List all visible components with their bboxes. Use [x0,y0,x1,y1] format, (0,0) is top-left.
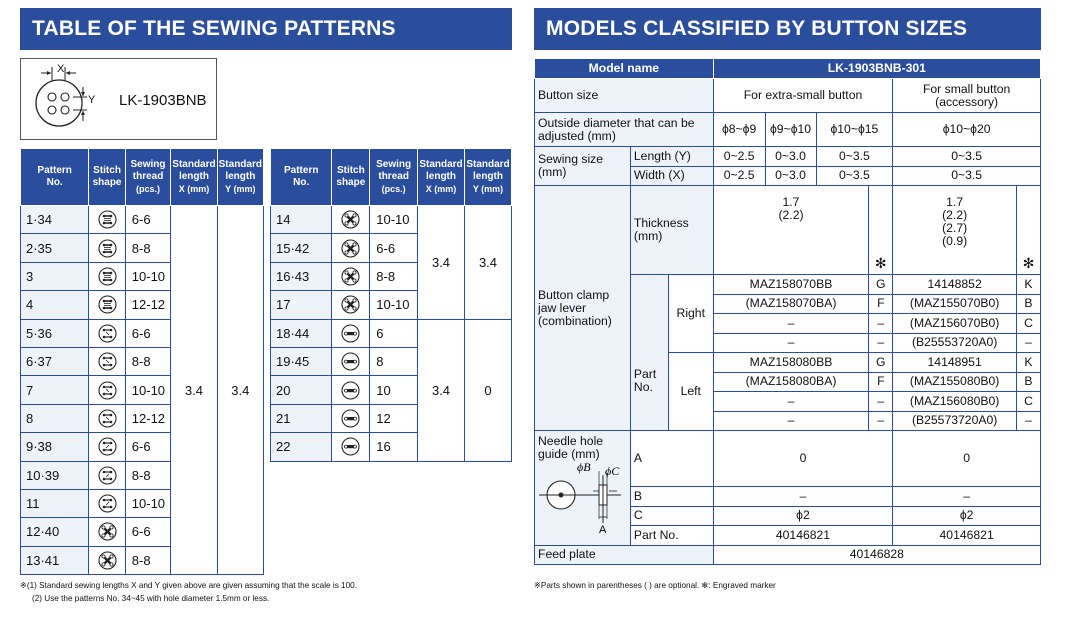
standard-length-x: 3.4 [171,206,217,575]
sewing-thread-count: 8-8 [125,347,171,375]
header-standard-length-y: Standard length Y (mm) [217,149,263,206]
4-hole-z-icon [98,409,117,428]
outside-diameter-label: Outside diameter that can be adjusted (mm) [535,113,714,147]
needle-row-label: Part No. [630,526,713,546]
length-value: 0~3.5 [893,147,1041,167]
button-dimension-diagram-icon [29,63,119,137]
part-value: (MAZ155080B0) [893,372,1017,392]
part-value: – [713,314,869,334]
part-value: (MAZ156070B0) [893,314,1017,334]
standard-length-x: 3.4 [418,206,465,320]
needle-value: – [893,487,1041,507]
marker-value: – [869,392,893,412]
header-pattern-no: Pattern No. [271,149,332,206]
stitch-shape-cell [89,376,125,404]
marker-value: F [869,294,893,314]
sewing-pattern-table-1 [20,148,264,575]
pattern-number: 17 [271,291,332,319]
sewing-thread-count: 6-6 [125,433,171,461]
pattern-number: 11 [21,489,89,517]
stitch-shape-cell [332,347,370,375]
stitch-shape-cell [89,291,125,319]
4-hole-z-icon [98,381,117,400]
thickness-extra-small: 1.7 (2.2) [713,186,869,275]
marker-value: K [1016,353,1040,373]
pattern-number: 19·45 [271,347,332,375]
pattern-number: 9·38 [21,433,89,461]
sewing-thread-count: 10-10 [370,291,418,319]
stitch-shape-cell [89,347,125,375]
part-value: 14148951 [893,353,1017,373]
4-hole-parallel-icon [98,210,117,229]
header-standard-length-x: Standard length X (mm) [418,149,465,206]
stitch-shape-cell [332,319,370,347]
part-value: – [713,411,869,431]
marker-value: B [1016,294,1040,314]
pattern-number: 12·40 [21,518,89,546]
sewing-thread-count: 8 [370,347,418,375]
marker-value: – [869,411,893,431]
thickness-label: Thickness (mm) [630,186,713,275]
width-value: 0~3.5 [893,166,1041,186]
marker-value: K [1016,275,1040,295]
header-sewing-thread: Sewing thread (pcs.) [370,149,418,206]
right-label: Right [668,275,713,353]
stitch-shape-cell [332,404,370,432]
length-value: 0~2.5 [713,147,765,167]
table-row [21,206,264,234]
pattern-number: 10·39 [21,461,89,489]
2-hole-icon [341,437,360,456]
header-standard-length-y: Standard length Y (mm) [464,149,511,206]
4-hole-cross-icon [341,295,360,314]
footnote-scale: ※(1) Standard sewing lengths X and Y given above are given assuming that the scale is 100. [20,581,357,590]
length-value: 0~3.0 [765,147,816,167]
sewing-thread-count: 8-8 [370,262,418,290]
standard-length-y: 3.4 [217,206,263,575]
sewing-thread-count: 12-12 [125,291,171,319]
pattern-number: 6·37 [21,347,89,375]
models-table [534,58,1041,565]
footnote-hole-diameter: (2) Use the patterns No. 34~45 with hole diameter 1.5mm or less. [32,594,270,603]
4-hole-parallel-icon [98,267,117,286]
stitch-shape-cell [332,291,370,319]
header-sewing-thread: Sewing thread (pcs.) [125,149,171,206]
needle-value: 40146821 [713,526,893,546]
4-hole-cross-icon [98,522,117,541]
4-hole-z-reverse-icon [98,437,117,456]
left-label: Left [668,353,713,431]
stitch-shape-cell [89,319,125,347]
x-dimension-label: X [57,63,65,75]
needle-hole-guide-label: Needle hole guide (mm) ϕB ϕC A [535,431,631,546]
phi-c-label: ϕC [605,464,620,478]
marker-value: F [869,372,893,392]
marker-value: B [1016,372,1040,392]
width-value: 0~3.5 [816,166,893,186]
needle-row-label: A [630,431,713,487]
4-hole-cross-icon [341,267,360,286]
pattern-number: 5·36 [21,319,89,347]
sewing-thread-count: 10-10 [125,262,171,290]
standard-length-x: 3.4 [418,319,465,461]
pattern-number: 1·34 [21,206,89,234]
marker-value: G [869,353,893,373]
models-by-button-size-title: MODELS CLASSIFIED BY BUTTON SIZES [534,8,1041,50]
outside-diameter-value: ϕ10~ϕ20 [893,113,1041,147]
sewing-thread-count: 12 [370,404,418,432]
stitch-shape-cell [89,262,125,290]
y-dimension-label: Y [88,94,96,106]
pattern-number: 3 [21,262,89,290]
width-label: Width (X) [630,166,713,186]
feed-plate-value: 40146828 [713,545,1040,565]
pattern-number: 16·43 [271,262,332,290]
stitch-shape-cell [89,489,125,517]
2-hole-icon [341,352,360,371]
sewing-thread-count: 10 [370,376,418,404]
2-hole-icon [341,409,360,428]
marker-value: C [1016,314,1040,334]
marker-value: – [1016,411,1040,431]
marker-value: – [1016,333,1040,353]
phi-b-label: ϕB [577,461,591,474]
pattern-number: 18·44 [271,319,332,347]
stitch-shape-cell [89,206,125,234]
sewing-thread-count: 8-8 [125,461,171,489]
stitch-shape-cell [89,518,125,546]
part-value: (B25553720A0) [893,333,1017,353]
sewing-patterns-title: TABLE OF THE SEWING PATTERNS [20,8,512,50]
2-hole-icon [341,324,360,343]
outside-diameter-value: ϕ9~ϕ10 [765,113,816,147]
table-row [271,206,512,234]
sewing-thread-count: 10-10 [125,489,171,517]
pattern-number: 13·41 [21,546,89,574]
header-standard-length-x: Standard length X (mm) [171,149,217,206]
sewing-size-label: Sewing size (mm) [535,147,631,186]
part-value: (B25573720A0) [893,411,1017,431]
4-hole-parallel-icon [98,239,117,258]
needle-row-label: C [630,506,713,526]
header-stitch-shape: Stitch shape [89,149,125,206]
part-value: (MAZ155070B0) [893,294,1017,314]
needle-value: ϕ2 [893,506,1041,526]
outside-diameter-value: ϕ8~ϕ9 [713,113,765,147]
pattern-number: 22 [271,433,332,461]
pattern-number: 2·35 [21,234,89,262]
standard-length-y: 3.4 [464,206,511,320]
part-value: MAZ158080BB [713,353,869,373]
marker-value: – [869,333,893,353]
stitch-shape-cell [89,404,125,432]
stitch-shape-cell [89,234,125,262]
button-size-extra-small: For extra-small button [713,79,893,113]
part-value: (MAZ156080B0) [893,392,1017,412]
pattern-number: 20 [271,376,332,404]
marker-value: – [869,314,893,334]
model-diagram-box [20,58,217,140]
needle-value: – [713,487,893,507]
part-no-label: Part No. [630,275,668,431]
part-value: (MAZ158070BA) [713,294,869,314]
engraved-marker-symbol: ✻ [1016,186,1040,275]
needle-hole-guide-diagram-icon [537,461,629,541]
stitch-shape-cell [332,433,370,461]
stitch-shape-cell [89,546,125,574]
sewing-thread-count: 6-6 [125,518,171,546]
part-value: MAZ158070BB [713,275,869,295]
footnote-optional-parts: ※Parts shown in parentheses ( ) are optional. ✻: Engraved marker [534,581,776,590]
length-value: 0~3.5 [816,147,893,167]
thickness-small: 1.7 (2.2) (2.7) (0.9) [893,186,1017,275]
part-value: – [713,333,869,353]
2-hole-icon [341,381,360,400]
sewing-thread-count: 6-6 [125,319,171,347]
stitch-shape-cell [89,433,125,461]
stitch-shape-cell [332,206,370,234]
width-value: 0~3.0 [765,166,816,186]
model-name-label: Model name [535,59,714,79]
outside-diameter-value: ϕ10~ϕ15 [816,113,893,147]
4-hole-z-icon [98,352,117,371]
4-hole-z-reverse-icon [98,466,117,485]
needle-value: 40146821 [893,526,1041,546]
needle-value: ϕ2 [713,506,893,526]
length-label: Length (Y) [630,147,713,167]
sewing-thread-count: 16 [370,433,418,461]
marker-value: C [1016,392,1040,412]
stitch-shape-cell [332,376,370,404]
sewing-pattern-table-2 [270,148,512,462]
button-size-label: Button size [535,79,714,113]
4-hole-cross-icon [341,239,360,258]
4-hole-z-reverse-icon [98,494,117,513]
sewing-thread-count: 8-8 [125,234,171,262]
needle-row-label: B [630,487,713,507]
pattern-number: 4 [21,291,89,319]
sewing-thread-count: 10-10 [370,206,418,234]
button-size-small: For small button (accessory) [893,79,1041,113]
4-hole-parallel-icon [98,295,117,314]
part-value: 14148852 [893,275,1017,295]
header-stitch-shape: Stitch shape [332,149,370,206]
needle-value: 0 [713,431,893,487]
model-name-value: LK-1903BNB-301 [713,59,1040,79]
part-value: (MAZ158080BA) [713,372,869,392]
4-hole-cross-icon [98,551,117,570]
stitch-shape-cell [89,461,125,489]
stitch-shape-cell [332,234,370,262]
table-row [271,319,512,347]
sewing-thread-count: 6-6 [125,206,171,234]
4-hole-z-icon [98,324,117,343]
engraved-marker-symbol: ✻ [869,186,893,275]
sewing-thread-count: 6 [370,319,418,347]
pattern-number: 8 [21,404,89,432]
sewing-thread-count: 12-12 [125,404,171,432]
pattern-number: 14 [271,206,332,234]
4-hole-cross-icon [341,210,360,229]
sewing-thread-count: 10-10 [125,376,171,404]
model-label: LK-1903BNB [119,92,207,109]
feed-plate-label: Feed plate [535,545,714,565]
pattern-number: 7 [21,376,89,404]
pattern-number: 21 [271,404,332,432]
width-value: 0~2.5 [713,166,765,186]
pattern-number: 15·42 [271,234,332,262]
stitch-shape-cell [332,262,370,290]
needle-value: 0 [893,431,1041,487]
sewing-thread-count: 6-6 [370,234,418,262]
a-label: A [599,524,607,536]
marker-value: G [869,275,893,295]
part-value: – [713,392,869,412]
sewing-thread-count: 8-8 [125,546,171,574]
standard-length-y: 0 [464,319,511,461]
clamp-lever-label: Button clamp jaw lever (combination) [535,186,631,431]
header-pattern-no: Pattern No. [21,149,89,206]
